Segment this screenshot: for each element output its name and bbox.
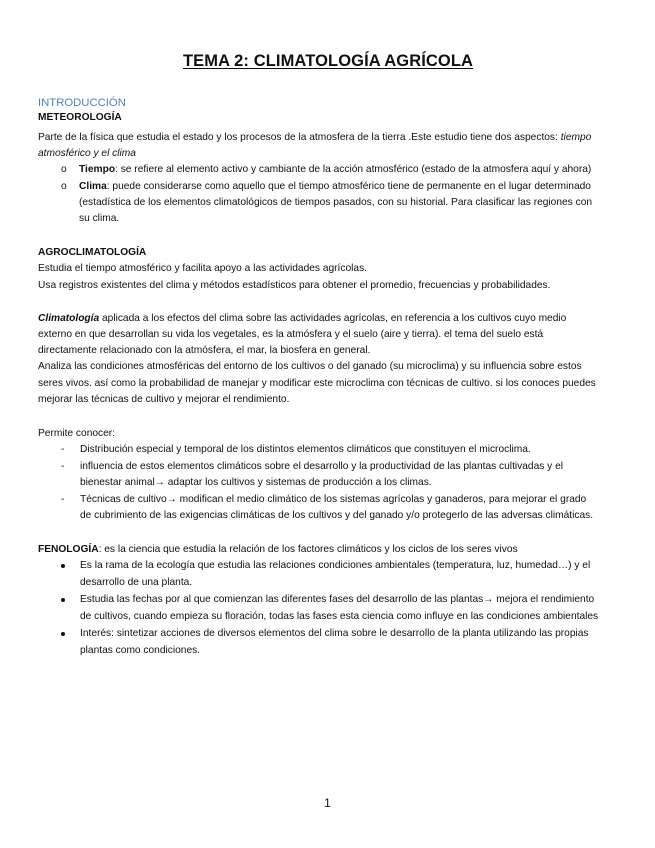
feno-item-2-line-1: Estudia las fechas por al que comienzan las diferentes fases del desarrollo de las plantas→ mejora el rendimiento — [80, 594, 595, 605]
analiza-line-2: seres vivos. así como la probabilidad de manejar y modificar este microclima con técnicas de cultivo. si los conoces puedes — [38, 378, 596, 389]
feno-item-3-line-1: Interés: sintetizar acciones de diversos elementos del clima sobre le desarrollo de la planta utilizando las propias — [80, 628, 589, 639]
agro-paragraph-1: Estudia el tiempo atmosférico y facilita apoyo a las actividades agrícolas. — [38, 263, 367, 274]
meteo-paragraph-line-2: atmosférico y el clima — [38, 148, 136, 159]
feno-text: : es la ciencia que estudia la relación de los factores climáticos y los ciclos de los seres vivos — [98, 544, 518, 555]
dash-bullet-icon: - — [61, 494, 65, 505]
feno-item-2-line-2: de cultivos, cuando empieza su floración, todas las fases esta ciencia como influye en las condiciones ambientales — [80, 611, 599, 622]
permite-label: Permite conocer: — [38, 428, 116, 439]
dash-bullet-icon: - — [61, 461, 65, 472]
dot-bullet-icon — [61, 564, 65, 568]
permite-item-1: Distribución especial y temporal de los distintos elementos climáticos que constituyen el microclima. — [80, 444, 531, 455]
dot-bullet-icon — [61, 598, 65, 602]
analiza-line-3: mejorar las técnicas de cultivo y mejorar el rendimiento. — [38, 394, 290, 405]
agro-paragraph-2: Usa registros existentes del clima y métodos estadísticos para obtener el promedio, frecuencias y probabilidades. — [38, 280, 551, 291]
clim-line-1 — [38, 311, 618, 328]
meteo-item-tiempo — [79, 162, 591, 179]
feno-item-3-line-2: plantas como condiciones. — [80, 645, 201, 656]
feno-label: FENOLOGÍA — [38, 544, 99, 555]
dash-bullet-icon: - — [61, 444, 65, 455]
meteo-paragraph-text: Parte de la física que estudia el estado y los procesos de la atmosfera de la tierra .Este estudio tiene dos aspectos: — [38, 132, 558, 143]
meteo-paragraph-line-1 — [38, 130, 618, 147]
permite-item-3-line-1: Técnicas de cultivo→ modifican el medio climático de los sistemas agrícolas y ganaderos, para mejorar el grado — [80, 494, 587, 505]
circle-bullet-icon: o — [61, 164, 67, 175]
meteo-item-text: : se refiere al elemento activo y cambiante de la acción atmosférico (estado de la atmosfera aquí y ahora) — [115, 164, 592, 175]
clim-text: aplicada a los efectos del clima sobre las actividades agrícolas, en referencia a los cultivos cuyo medio — [101, 313, 567, 324]
permite-item-3-line-2: de cubrimiento de las exigencias climáticas de los cultivos y del ganado y/o protegerlo de las adversas climáticas. — [80, 510, 594, 521]
clim-line-3: directamente relacionado con la atmósfera, el mar, la biosfera en general. — [38, 345, 371, 356]
page-title: TEMA 2: CLIMATOLOGÍA AGRÍCOLA — [182, 52, 474, 70]
meteo-item-clima — [79, 179, 591, 196]
permite-item-2-line-1: influencia de estos elementos climáticos sobre el desarrollo y la productividad de las plantas cultivadas y el — [80, 461, 564, 472]
feno-item-1-line-2: desarrollo de una planta. — [80, 577, 193, 588]
meteo-item-text: : puede considerarse como aquello que el tiempo atmosférico tiene de permanente en el lugar determinado — [106, 181, 591, 192]
meteo-heading: METEOROLOGÍA — [38, 112, 122, 123]
clim-line-2: externo en que desarrollan su vida los vegetales, es la atmósfera y el suelo (aire y tierra). el tema del suelo está — [38, 329, 544, 340]
meteo-item-label: Tiempo — [79, 164, 116, 175]
clim-label: Climatología — [38, 313, 100, 324]
intro-heading: INTRODUCCIÓN — [38, 97, 126, 109]
meteo-item-label: Clima — [79, 181, 107, 192]
agro-heading: AGROCLIMATOLOGÍA — [38, 247, 147, 258]
feno-item-1-line-1: Es la rama de la ecología que estudia las relaciones condiciones ambientales (temperatura, luz, humedad…) y el — [80, 560, 591, 571]
circle-bullet-icon: o — [61, 181, 67, 192]
page-number: 1 — [324, 796, 331, 810]
meteo-item-clima-line-3: su clima. — [79, 213, 120, 224]
meteo-item-clima-line-2: (estadística de los elementos climatológicos de tiempos pasados, con su historial. Para clasificar las regiones con — [79, 197, 593, 208]
permite-item-2-line-2: bienestar animal→ adaptar los cultivos y sistemas de producción a los climas. — [80, 477, 432, 488]
meteo-paragraph-italic: tiempo — [560, 132, 592, 143]
dot-bullet-icon — [61, 632, 65, 636]
feno-paragraph — [38, 542, 618, 559]
analiza-line-1: Analiza las condiciones atmosféricas del entorno de los cultivos o del ganado (su microclima) y su influencia sobre estos — [38, 361, 582, 372]
